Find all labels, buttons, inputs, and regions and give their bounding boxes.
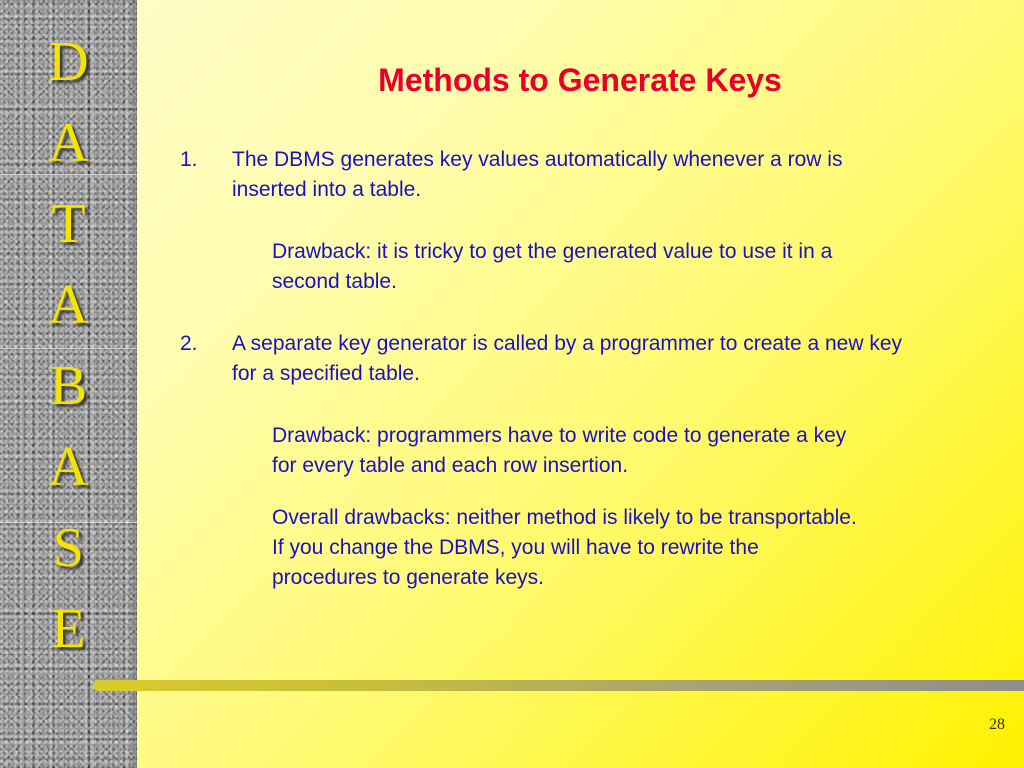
sidebar-letter: S (52, 517, 85, 579)
item-2-drawback: Drawback: programmers have to write code to generate a key for every table and each row insertion. (272, 424, 847, 477)
sidebar-letter: T (51, 193, 86, 255)
item-1-drawback: Drawback: it is tricky to get the generated value to use it in a second table. (272, 240, 833, 293)
sidebar-letter: A (48, 112, 89, 174)
page-number: 28 (989, 716, 1005, 733)
sidebar-letter: D (48, 31, 89, 93)
item-number: 2. (180, 332, 198, 355)
bottom-accent-bar (93, 680, 1024, 691)
granite-sidebar (0, 0, 137, 768)
item-text: The DBMS generates key values automatically whenever a row is inserted into a table. (232, 148, 843, 201)
slide-body (180, 145, 940, 593)
overall-drawbacks: Overall drawbacks: neither method is likely to be transportable. If you change the DBMS, you will have to rewrite the procedures to generate keys. (272, 506, 857, 589)
slide-title: Methods to Generate Keys (378, 62, 782, 98)
numbered-item-1 (180, 145, 940, 205)
sidebar-letter: A (48, 436, 89, 498)
item-number: 1. (180, 148, 198, 171)
sidebar-letter: B (49, 355, 88, 417)
sidebar-letter: E (51, 598, 86, 660)
numbered-item-2 (180, 329, 940, 389)
vertical-database-title (0, 22, 137, 670)
sidebar-letter: A (48, 274, 89, 336)
item-text: A separate key generator is called by a programmer to create a new key for a specified table. (232, 332, 903, 385)
